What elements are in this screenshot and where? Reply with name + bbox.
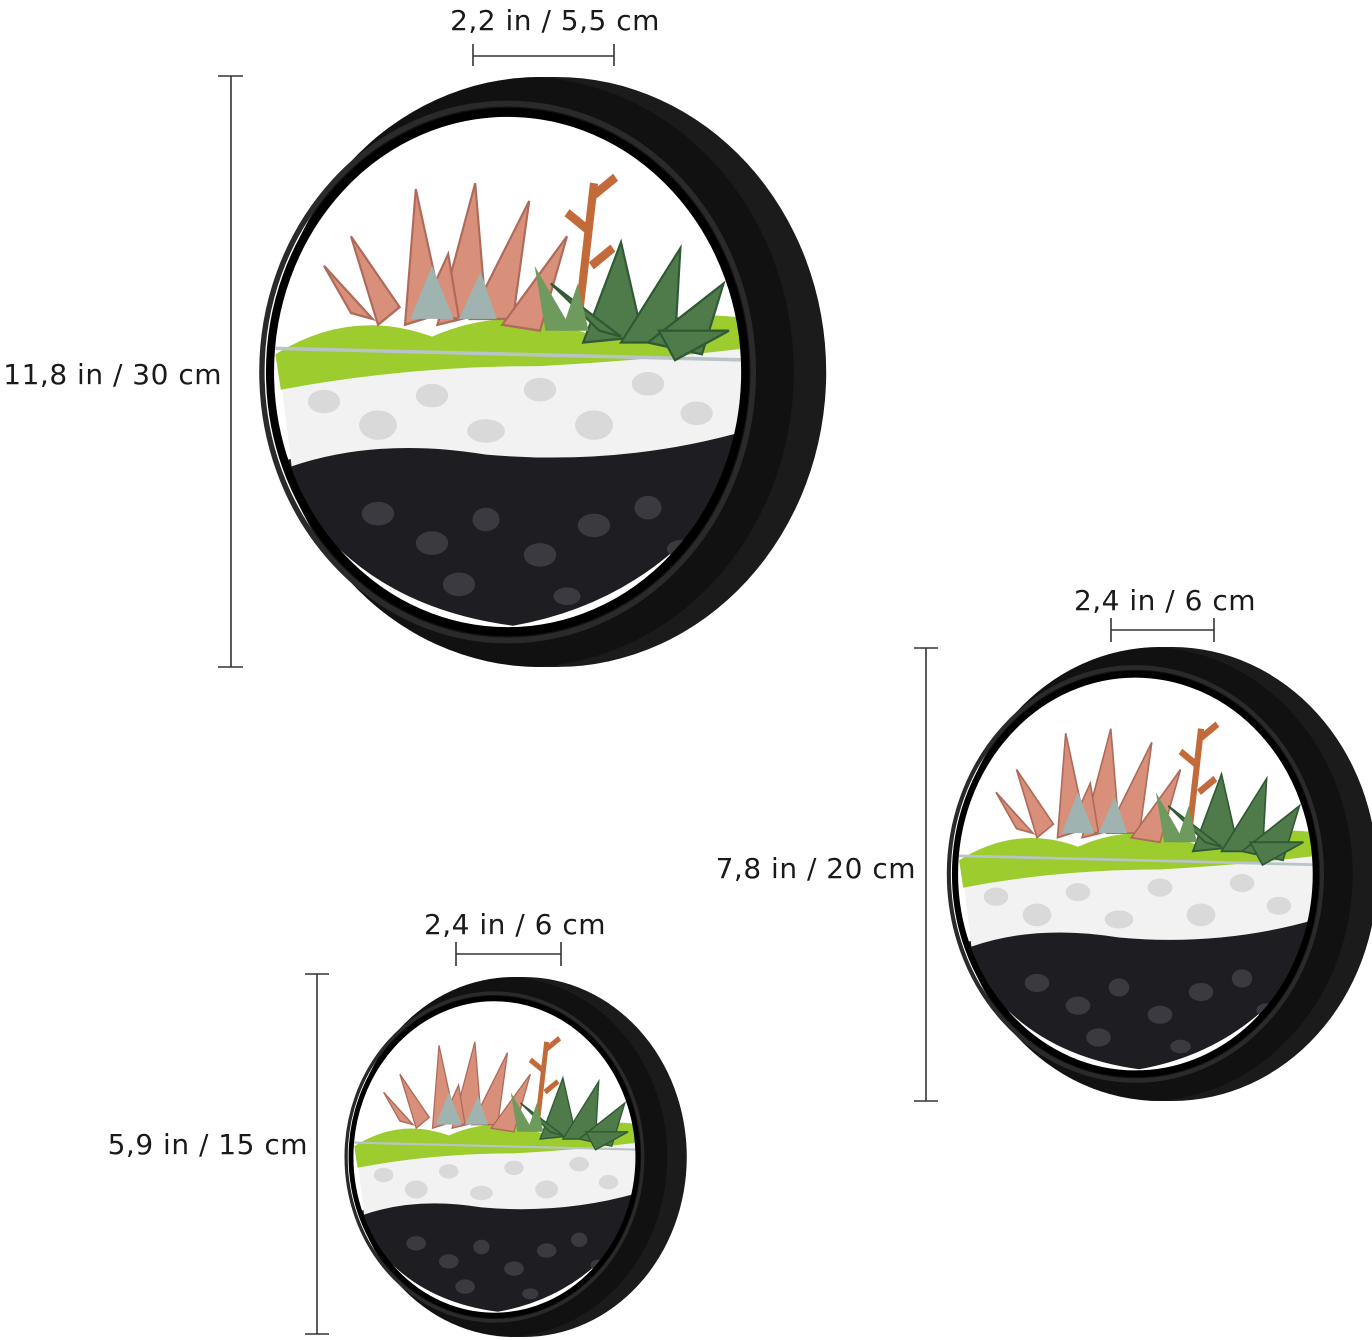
small-depth-label: 2,4 in / 6 cm — [423, 908, 607, 941]
small-planter — [346, 977, 687, 1337]
medium-diameter-label: 7,8 in / 20 cm — [715, 852, 916, 885]
large-depth-label: 2,2 in / 5,5 cm — [450, 4, 660, 37]
medium-planter — [949, 647, 1372, 1101]
large-planter — [262, 77, 826, 667]
large-diameter-label: 11,8 in / 30 cm — [3, 358, 222, 391]
medium-depth-label: 2,4 in / 6 cm — [1073, 584, 1257, 617]
small-diameter-label: 5,9 in / 15 cm — [107, 1128, 308, 1161]
